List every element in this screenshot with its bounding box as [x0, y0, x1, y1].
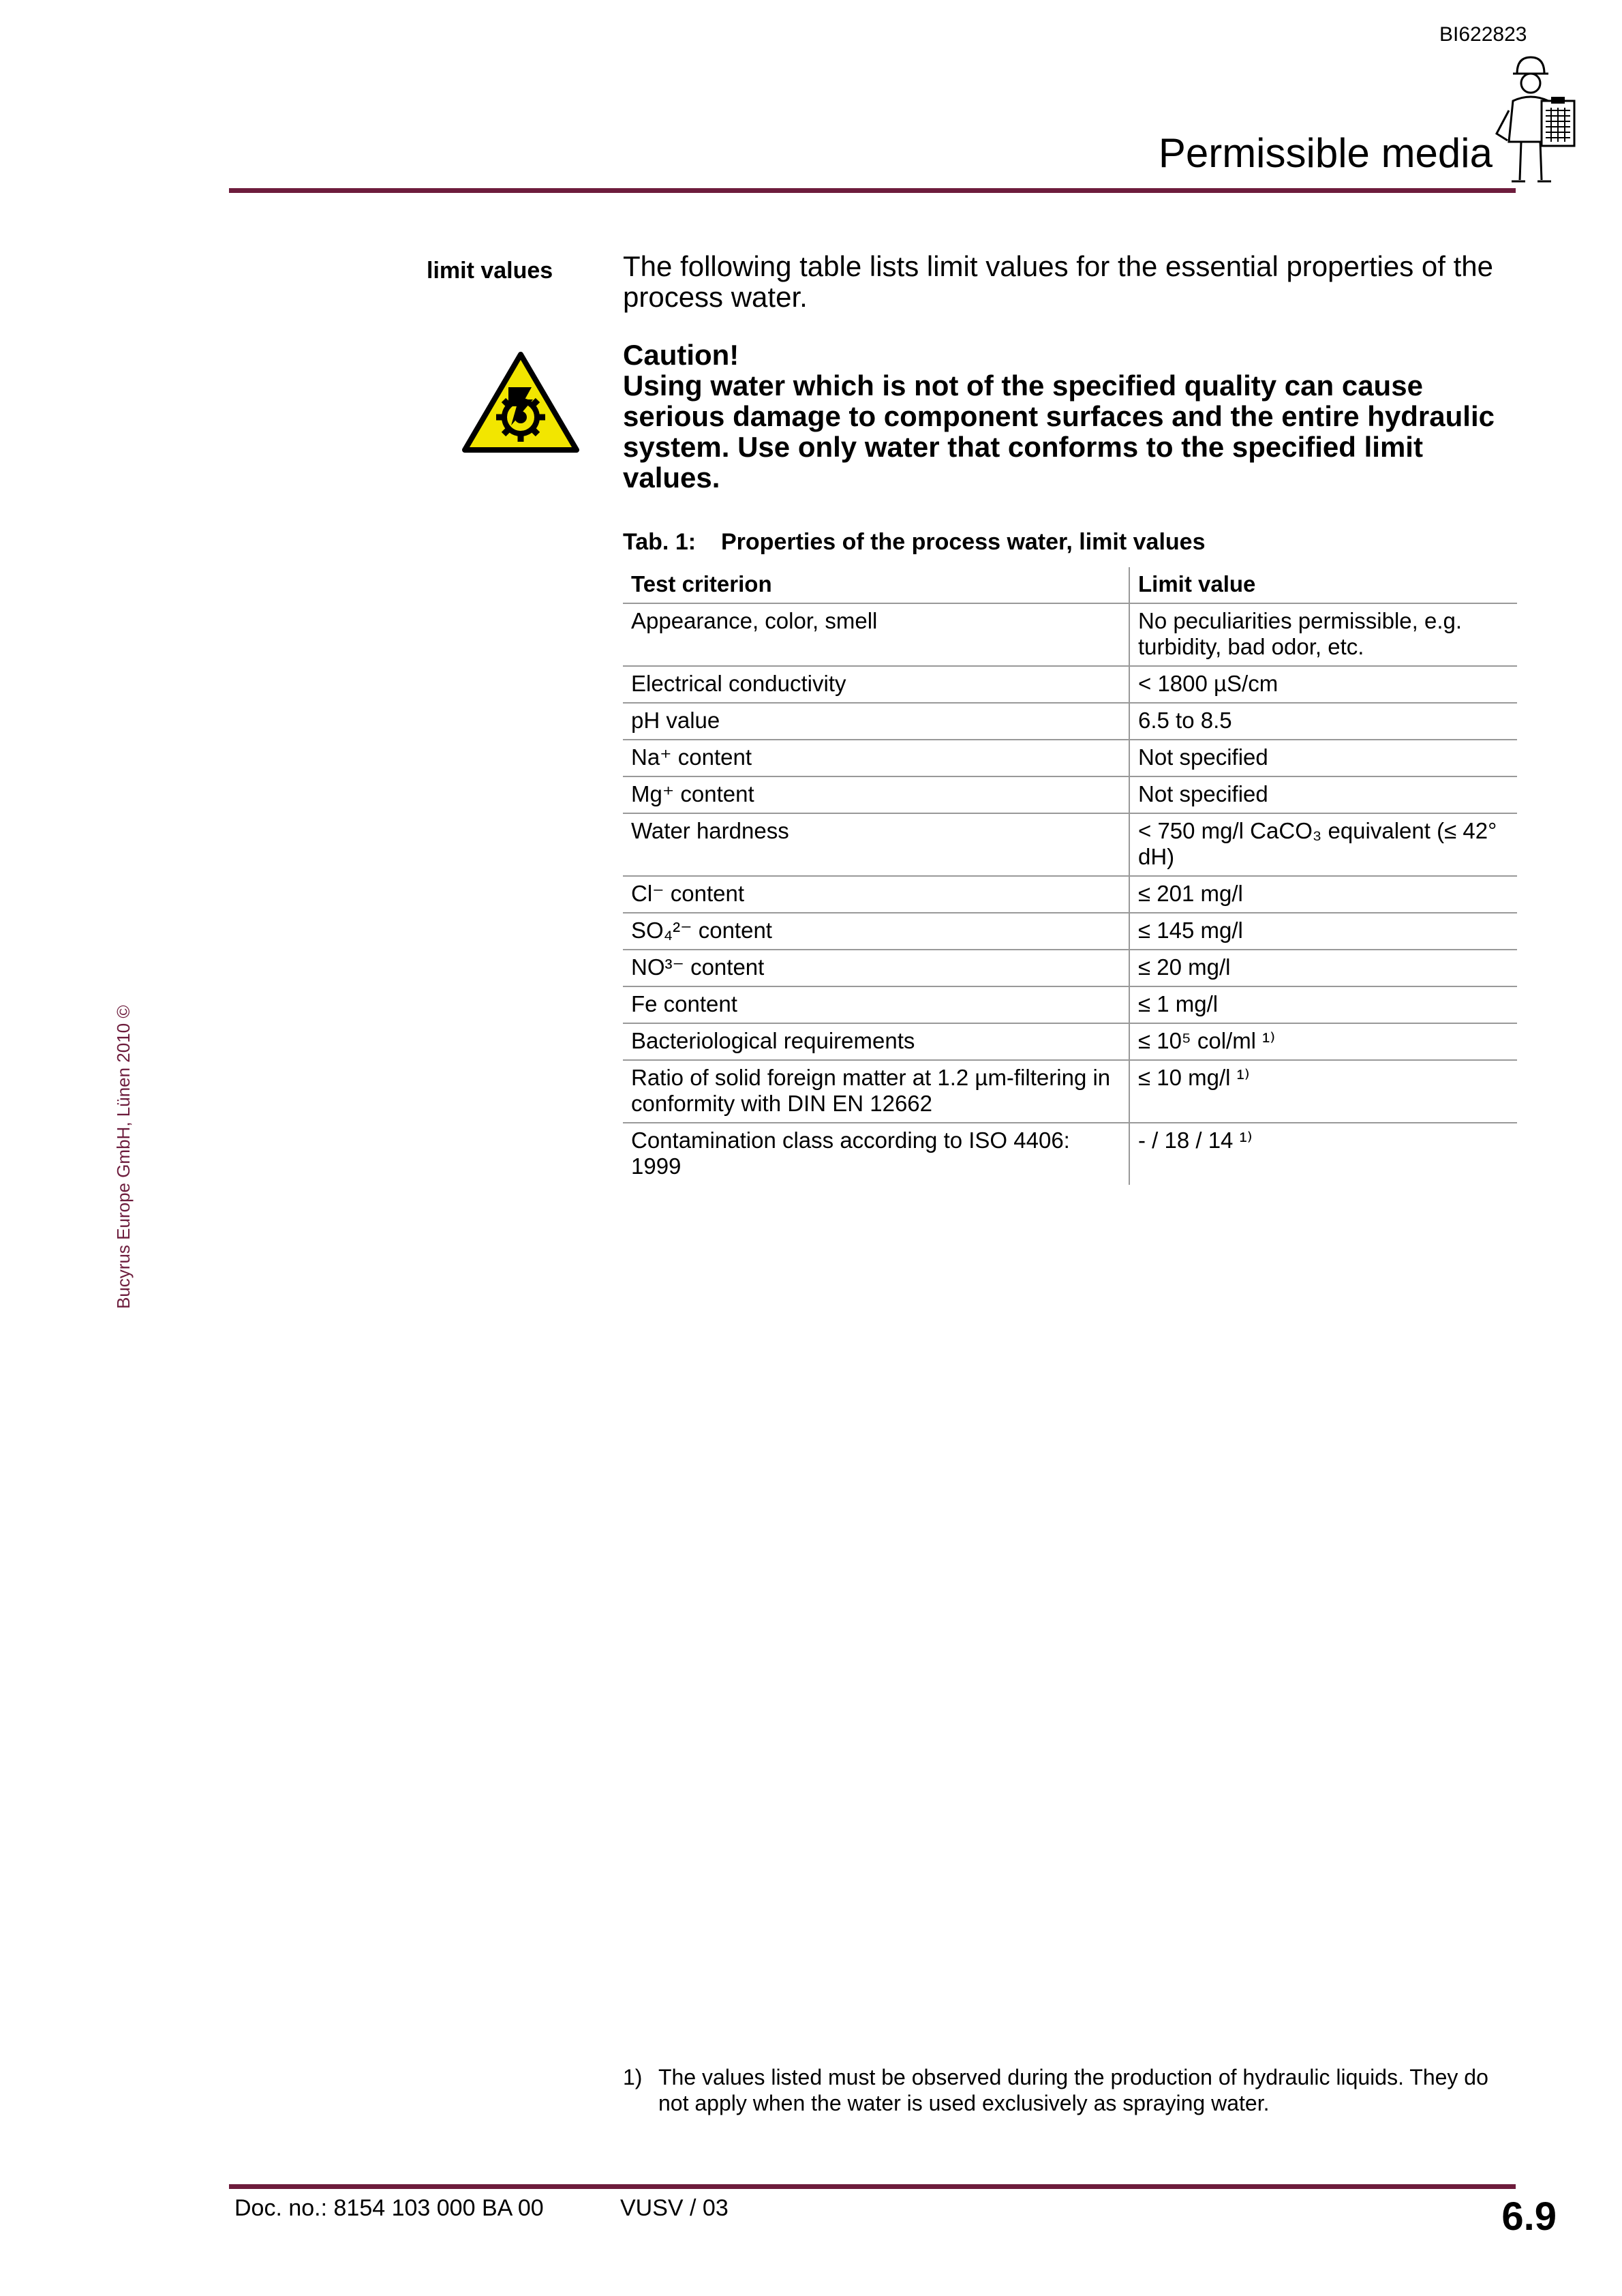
- table-row: [623, 913, 1517, 950]
- limit-cell: 6.5 to 8.5: [1129, 703, 1517, 740]
- page-number: 6.9: [1501, 2194, 1557, 2239]
- criterion-cell: Electrical conductivity: [623, 666, 1129, 703]
- table-row: [623, 1060, 1517, 1123]
- limit-cell: - / 18 / 14 ¹⁾: [1138, 1128, 1253, 1153]
- criterion-cell: Bacteriological requirements: [623, 1023, 1129, 1060]
- caution-gear-warning-icon: [461, 349, 581, 455]
- limit-cell: Not specified: [1129, 740, 1517, 776]
- intro-paragraph: The following table lists limit values for the essential properties of the process water.: [623, 250, 1493, 313]
- column-header-criterion: Test criterion: [623, 567, 1129, 603]
- revision: VUSV / 03: [620, 2195, 729, 2221]
- limit-cell: No peculiarities permissible, e.g. turbidity, bad odor, etc.: [1129, 603, 1517, 666]
- limit-cell: Not specified: [1129, 776, 1517, 813]
- table-caption-text: Properties of the process water, limit values: [721, 529, 1206, 555]
- table-row: [623, 666, 1517, 703]
- table-caption-number: Tab. 1:: [623, 529, 697, 555]
- criterion-cell: Cl⁻ content: [623, 876, 1129, 913]
- limit-cell: ≤ 10 mg/l ¹⁾: [1129, 1060, 1517, 1123]
- footer-rule: [229, 2184, 1516, 2189]
- limit-cell: ≤ 1 mg/l: [1129, 986, 1517, 1023]
- criterion-cell: SO₄²⁻ content: [623, 913, 1129, 950]
- document-number: Doc. no.: 8154 103 000 BA 00: [234, 2195, 544, 2221]
- limit-cell: ≤ 20 mg/l: [1129, 950, 1517, 986]
- limit-cell: ≤ 145 mg/l: [1129, 913, 1517, 950]
- footnote-text: The values listed must be observed during the production of hydraulic liquids. They do not apply when the water is used exclusively as spraying water.: [658, 2065, 1488, 2115]
- caution-text: Using water which is not of the specified quality can cause serious damage to component surfaces and the entire hydraulic system. Use only water that conforms to the specified limit values.: [623, 369, 1495, 494]
- criterion-cell: Appearance, color, smell: [623, 603, 1129, 666]
- limit-cell: ≤ 10⁵ col/ml ¹⁾: [1129, 1023, 1517, 1060]
- footnote: [623, 2064, 1516, 2116]
- criterion-cell: Fe content: [623, 986, 1129, 1023]
- criterion-cell: Na⁺ content: [623, 740, 1129, 776]
- table-row: [623, 703, 1517, 740]
- limit-cell: ≤ 201 mg/l: [1129, 876, 1517, 913]
- page-title: Permissible media: [1158, 130, 1493, 176]
- table-row: [623, 1023, 1517, 1060]
- criterion-cell: Mg⁺ content: [623, 776, 1129, 813]
- caution-notice: [623, 339, 1516, 493]
- table-header-row: [623, 567, 1517, 603]
- table-row: [623, 740, 1517, 776]
- table-row: [623, 776, 1517, 813]
- table-caption: [623, 529, 1205, 556]
- limit-cell: < 750 mg/l CaCO₃ equivalent (≤ 42° dH): [1129, 813, 1517, 876]
- table-row: [623, 986, 1517, 1023]
- document-id: BI622823: [1439, 23, 1527, 46]
- criterion-cell: pH value: [623, 703, 1129, 740]
- criterion-cell: Ratio of solid foreign matter at 1.2 µm-filtering in conformity with DIN EN 12662: [623, 1060, 1129, 1123]
- properties-table: [623, 567, 1517, 1185]
- table-row: [623, 876, 1517, 913]
- copyright-notice: Bucyrus Europe GmbH, Lünen 2010 ©: [113, 1005, 134, 1309]
- caution-title: Caution!: [623, 339, 739, 371]
- table-row: [623, 813, 1517, 876]
- table-row: [623, 1123, 1517, 1185]
- column-header-limit: Limit value: [1129, 567, 1517, 603]
- limit-cell: < 1800 µS/cm: [1129, 666, 1517, 703]
- table-row: [623, 950, 1517, 986]
- header-rule: [229, 188, 1516, 193]
- criterion-cell: Contamination class according to ISO 4406: 1999: [623, 1123, 1129, 1185]
- criterion-cell: NO³⁻ content: [623, 950, 1129, 986]
- table-row: [623, 603, 1517, 666]
- worker-clipboard-icon: [1490, 53, 1578, 187]
- criterion-cell: Water hardness: [623, 813, 1129, 876]
- footnote-mark: 1): [623, 2065, 643, 2089]
- margin-label: limit values: [427, 258, 553, 284]
